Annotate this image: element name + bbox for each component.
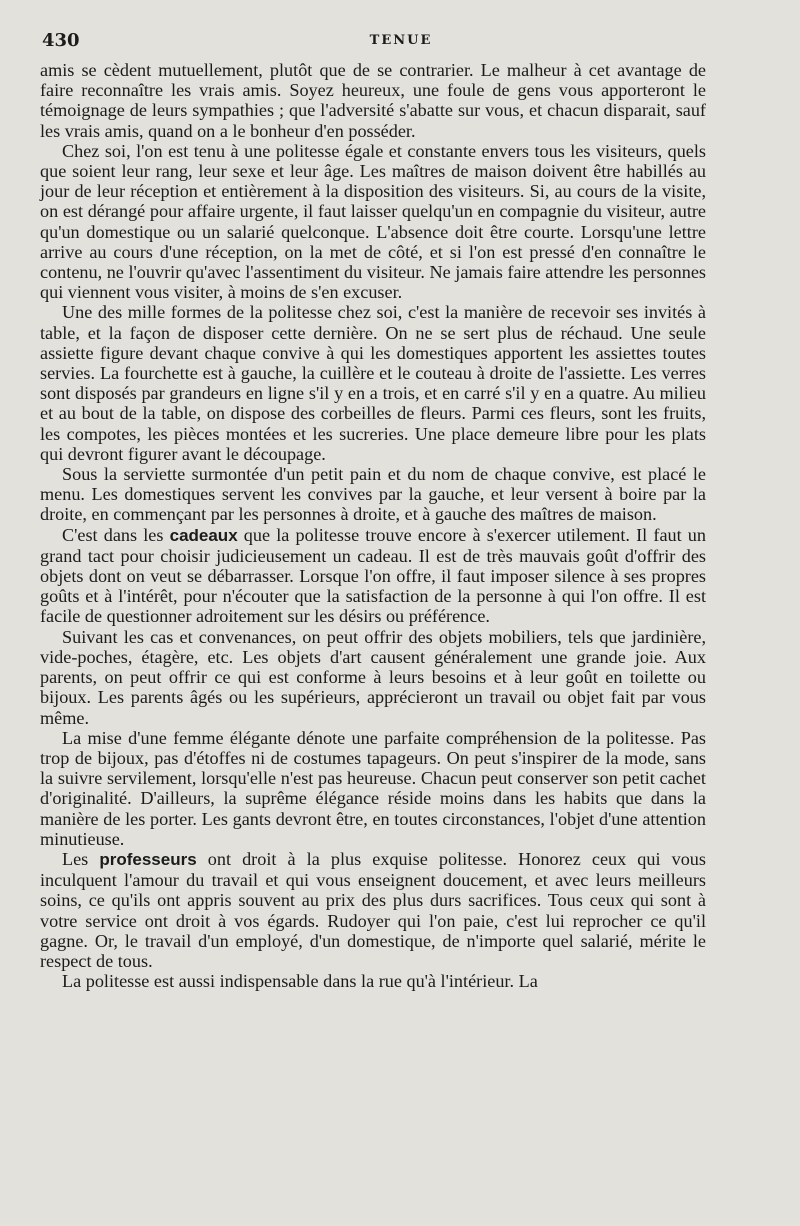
paragraph-text: que la politesse trouve encore à s'exercer utilement. Il faut un grand tact pour choisir judicieusement un cadeau. Il est de très mauvais goût d'offrir des objets dont on veut se débarrasser. Lorsque l'on offre, il faut imposer silence à ses propres goûts et à l'intérêt, pour n'écouter que la satisfaction de la personne à qui l'on offre. Il est facile de questionner adroitement sur les désirs ou préférence.	[40, 524, 706, 627]
body-text	[40, 60, 706, 991]
running-title: TENUE	[369, 33, 433, 48]
paragraph-cadeaux	[40, 525, 706, 627]
paragraph-objets: Suivant les cas et convenances, on peut offrir des objets mobiliers, tels que jardinière, vide-poches, étagère, etc. Les objets d'art causent généralement une grande joie. Aux parents, on peut offrir ce qui est conforme à leurs besoins et à leur goût en toilette ou bijoux. Les parents âgés ou les supérieurs, apprécieront un travail ou objet fait par vous même.	[40, 626, 706, 728]
paragraph-reception: Chez soi, l'on est tenu à une politesse égale et constante envers tous les visiteurs, quels que soient leur rang, leur sexe et leur âge. Les maîtres de maison doivent être habillés au jour de leur réception et entièrement à la disposition des visiteurs. Si, au cours de la visite, on est dérangé pour affaire urgente, il faut laisser quelqu'un en compagnie du visiteur, autre qu'un domestique ou un salarié quelconque. L'absence doit être courte. Lorsqu'une lettre arrive au cours d'une réception, on la met de côté, et si l'on est pressé d'en connaître le contenu, ne l'ouvrir qu'avec l'assentiment du visiteur. Ne jamais faire attendre les personnes qui viennent vous visiter, à moins de s'en excuser.	[40, 140, 706, 303]
page-header	[42, 30, 760, 56]
paragraph-rue: La politesse est aussi indispensable dans la rue qu'à l'intérieur. La	[62, 971, 538, 992]
paragraph-serviette: Sous la serviette surmontée d'un petit pain et du nom de chaque convive, est placé le menu. Les domestiques servent les convives par la gauche, et leur versent à boire par la droite, en commençant par les personnes à droite, et à gauche des maîtres de maison.	[40, 464, 706, 525]
paragraph-continuation: amis se cèdent mutuellement, plutôt que de se contrarier. Le malheur à cet avantage de faire reconnaître les vrais amis. Soyez heureux, une foule de gens vous apporteront le témoignage de leurs sympathies ; que l'adversité s'abatte sur vous, et chacun disparait, sauf les vrais amis, quand on a le bonheur d'en posséder.	[40, 60, 706, 141]
paragraph-table: Une des mille formes de la politesse chez soi, c'est la manière de recevoir ses invités à table, et la façon de disposer cette dernière. On ne se sert plus de réchaud. Une seule assiette figure devant chaque convive à qui les domestiques apportent les assiettes toutes servies. La fourchette est à gauche, la cuillère et le couteau à droite de l'assiette. Les verres sont disposés par grandeurs en ligne s'il y en a trois, et en carré s'il y en a quatre. Au milieu et au bout de la table, on dispose des corbeilles de fleurs. Parmi ces fleurs, sont les fruits, les compotes, les pièces montées et les sucreries. Une place demeure libre pour les plats qui devront figurer avant le découpage.	[40, 302, 706, 464]
keyword-professeurs: professeurs	[99, 849, 197, 869]
keyword-cadeaux: cadeaux	[169, 525, 238, 545]
paragraph-text: Les	[62, 848, 100, 869]
paragraph-professeurs	[40, 849, 706, 971]
paragraph-mise: La mise d'une femme élégante dénote une parfaite compréhension de la politesse. Pas trop de bijoux, pas d'étoffes ni de costumes tapageurs. On peut s'inspirer de la mode, sans la suivre servilement, lorsqu'elle n'est pas heureuse. Chacun peut conserver son petit cachet d'originalité. D'ailleurs, la suprême élégance réside moins dans les habits que dans la manière de les porter. Les gants devront être, en toutes circonstances, l'objet d'une attention minutieuse.	[40, 727, 706, 849]
paragraph-text: C'est dans les	[62, 524, 170, 545]
page-number: 430	[42, 30, 80, 51]
paragraph-text: ont droit à la plus exquise politesse. Honorez ceux qui vous inculquent l'amour du travail et qui vous enseignent doucement, et avec leurs meilleurs soins, ce qu'ils ont appris souvent au prix des plus durs sacrifices. Tous ceux qui sont à votre service ont droit à vos égards. Rudoyer qui l'on paie, c'est lui reprocher ce qu'il gagne. Or, le travail d'un employé, d'un domestique, de n'importe quel salarié, mérite le respect de tous.	[40, 848, 706, 971]
